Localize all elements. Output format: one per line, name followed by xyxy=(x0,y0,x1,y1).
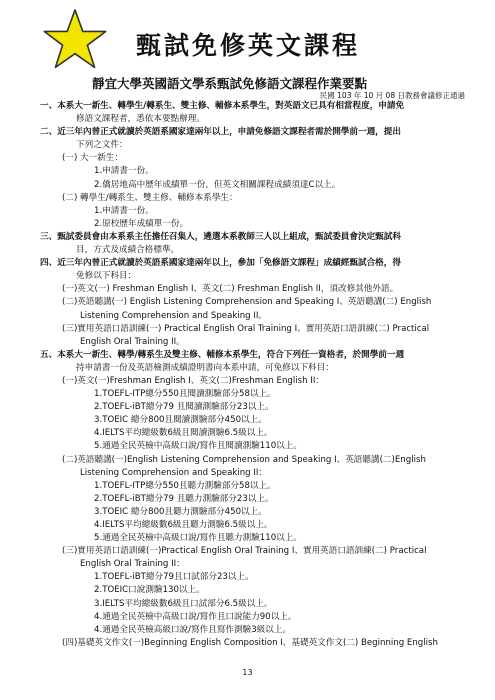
page-number: 13 xyxy=(242,668,253,677)
list-item: 2.僑居地高中歷年成績單一份，但英文相關課程成績須達C以上。 xyxy=(94,179,341,190)
list-item: 1.TOEFL-ITP總分550且閱讀測驗部分58以上。 xyxy=(94,389,276,400)
list-item: 4.通過全民英檢中高級口說/寫作且口說能力90以上。 xyxy=(94,611,297,622)
list-item: 2.TOEIC口說測驗130以上。 xyxy=(94,585,205,596)
subsection-heading: (三)實用英語口語訓練(一) Practical English Oral Training I、實用英語口語訓練(二) Practical xyxy=(62,323,430,334)
list-item: 4.IELTS平均總級數6級且聽力測驗6.5級以上。 xyxy=(94,520,273,530)
subsection-heading: (四)基礎英文作文(一)Beginning English Composition I、基礎英文作文(二) Beginning English xyxy=(62,637,438,648)
section-4-line: 免修以下科目： xyxy=(76,271,137,282)
list-item: 1.申請書一份。 xyxy=(94,205,154,216)
approval-date-note: 民國 103 年 10 月 08 日教務會議修正通過 xyxy=(319,91,465,100)
list-item: 1.TOEFL-ITP總分550且聽力測驗部分58以上。 xyxy=(94,480,276,491)
section-3-line: 目，方式及成績合格標準。 xyxy=(76,245,180,256)
list-item: 5.通過全民英檢中高級口說/寫作且聽力測驗110以上。 xyxy=(94,533,302,544)
subsection-heading: (二)英語聽講(一)English Listening Comprehension and Speaking I、英語聽講(二)English xyxy=(62,454,426,465)
list-item: 1.申請書一份。 xyxy=(94,166,154,177)
section-5-line: 五、本系大一新生、轉學/轉系生及雙主修、輔修本系學生，符合下列任一資格者，於開學前一週 xyxy=(40,349,405,360)
list-item: 1.TOEFL-iBT總分79且口試部分23以上。 xyxy=(94,572,254,583)
section-4-line: 四、近三年內曾正式就讀於英語系國家達兩年以上，參加「免修語文課程」成績經甄試合格，得 xyxy=(40,258,401,269)
subsection-heading: (二)英語聽講(一) English Listening Comprehension and Speaking I、英語聽講(二) English xyxy=(62,297,432,308)
list-item: 3.IELTS平均總級數6級且口試部分6.5級以上。 xyxy=(94,598,273,609)
subsection-continuation: Listening Comprehension and Speaking II。 xyxy=(80,310,267,321)
subsection-continuation: English Oral Training II。 xyxy=(80,336,185,347)
section-2-line: 二、近三年內曾正式就讀於英語系國家達兩年以上，申請免修語文課程者需於開學前一週，提出 xyxy=(40,127,401,138)
subsection-heading: (一) 大一新生： xyxy=(62,153,123,164)
section-5-line: 持申請書一份及英語檢測成績證明書向本系申請，可免修以下科目： xyxy=(76,362,334,373)
subsection-continuation: English Oral Training II： xyxy=(80,559,185,570)
list-item: 5.通過全民英檢中高級口說/寫作且閱讀測驗110以上。 xyxy=(94,441,302,452)
list-item: 3.TOEIC 總分800且聽力測驗部分450以上。 xyxy=(94,506,267,517)
subsection-continuation: Listening Comprehension and Speaking II： xyxy=(80,467,267,478)
document-body xyxy=(40,100,468,650)
subsection-heading: (一)英文(一)Freshman English I、英文(二)Freshman English II： xyxy=(62,375,324,386)
list-item: 2.TOEFL-iBT總分79 且聽力測驗部分23以上。 xyxy=(94,493,274,504)
section-1-line: 修語文課程者，悉依本要點辦理。 xyxy=(76,114,205,125)
star-icon xyxy=(42,8,108,70)
section-2-line: 下列之文件： xyxy=(76,140,128,151)
list-item: 3.TOEIC 總分800且閱讀測驗部分450以上。 xyxy=(94,415,267,426)
list-item: 2.原校歷年成績單一份。 xyxy=(94,218,189,229)
list-item: 4.IELTS平均總級數6級且閱讀測驗6.5級以上。 xyxy=(94,428,273,439)
list-item: 2.TOEFL-iBT總分79 且閱讀測驗部分23以上。 xyxy=(94,402,274,413)
section-3-line: 三、甄試委員會由本系系主任擔任召集人，遴選本系教師三人以上組成，甄試委員會決定甄試科 xyxy=(40,231,401,242)
document-subtitle: 靜宜大學英國語文學系甄試免修語文課程作業要點 xyxy=(92,76,368,91)
section-1-line: 一、本系大一新生、轉學生/轉系生、雙主修、輔修本系學生，對英語文已具有相當程度，申請免 xyxy=(40,101,405,111)
subsection-heading: (三)實用英語口語訓練(一)Practical English Oral Training I、實用英語口語訓練(二) Practical xyxy=(62,546,427,557)
subsection-heading: (一)英文(一) Freshman English I、英文(二) Freshman English II，須改修其他外語。 xyxy=(62,284,399,295)
page-title: 甄試免修英文課程 xyxy=(136,31,361,60)
subsection-heading: (二) 轉學生/轉系生、雙主修、輔修本系學生： xyxy=(62,192,238,203)
list-item: 4.通過全民英檢高級口說/寫作且寫作測驗3級以上。 xyxy=(94,624,292,635)
